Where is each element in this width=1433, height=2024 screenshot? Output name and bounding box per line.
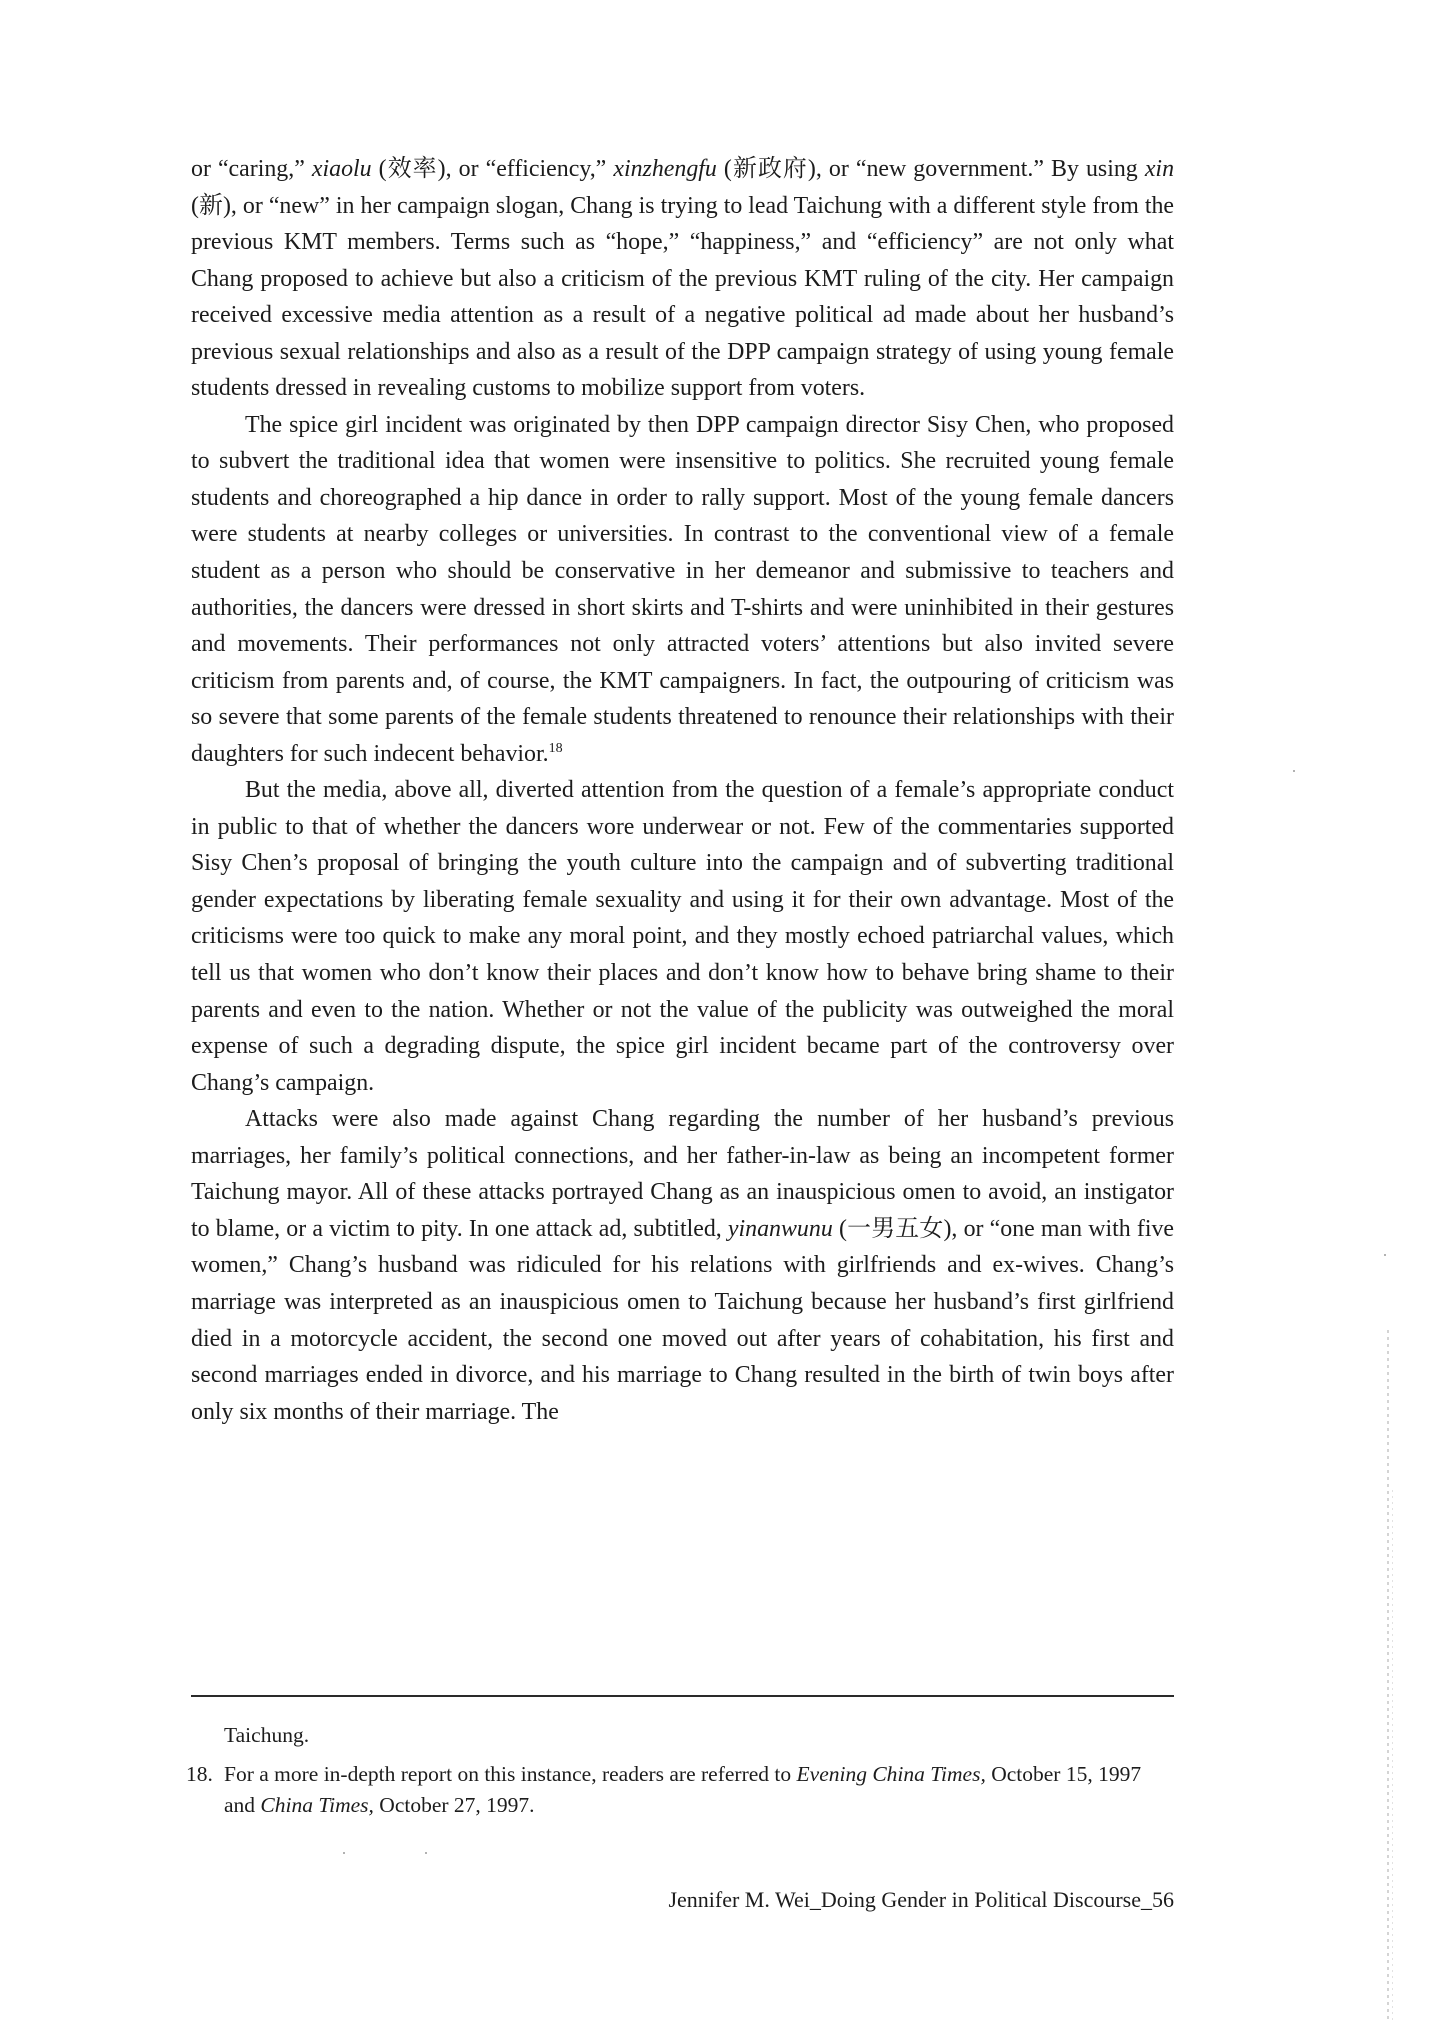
paragraph-1 [191,151,1174,407]
footnote-continuation: Taichung. [224,1723,310,1747]
italic-term-xiaolu: xiaolu [311,156,372,182]
text-span: (效率), or “efficiency,” [371,156,614,182]
footnote-separator [191,1695,1174,1697]
footnotes [186,1720,1176,1821]
footnote-18 [186,1759,1176,1821]
scan-speck [1293,770,1295,772]
scan-speck [343,1852,345,1854]
italic-term-xinzhengfu: xinzhengfu [613,156,717,182]
paragraph-2 [191,407,1174,772]
text-span: (一男五女), or “one man with five women,” Chang’s husband was ridiculed for his relations with girlfriends and ex-wives. Chang’s marriage was interpreted as an inauspicious omen to Taichung because her husband’s first girlfriend died in a motorcycle accident, the second one moved out after years of cohabitation, his first and second marriages ended in divorce, and his marriage to Chang resulted in the birth of twin boys after only six months of their marriage. The [191,1215,1175,1425]
text-span: Attacks were also made against Chang regarding the number of her husband’s previous marriages, her family’s political connections, and her father-in-law as being an incompetent former Taichung mayor. All of these attacks portrayed Chang as an inauspicious omen to avoid, an instigator to blame, or a victim to pity. In one attack ad, subtitled, [191,1106,1174,1242]
footnote-number: 18. [186,1762,213,1786]
text-span: (新), or “new” in her campaign slogan, Chang is trying to lead Taichung with a different style from the previous KMT members. Terms such as “hope,” “happiness,” and “efficiency” are not only what Chang proposed to achieve but also a criticism of the previous KMT ruling of the city. Her campaign received excessive media attention as a result of a negative political ad made about her husband’s previous sexual relationships and also as a result of the DPP campaign strategy of using young female students dressed in revealing customs to mobilize support from voters. [191,192,1174,402]
text-span: (新政府), or “new government.” By using [716,156,1145,182]
text-span: For a more in-depth report on this instance, readers are referred to [224,1762,797,1786]
italic-term-xin: xin [1144,156,1175,182]
italic-source: Evening China Times, [796,1762,986,1786]
text-span: The spice girl incident was originated by then DPP campaign director Sisy Chen, who proposed to subvert the traditional idea that women were insensitive to politics. She recruited young female students and choreographed a hip dance in order to rally support. Most of the young female dancers were students at nearby colleges or universities. In contrast to the conventional view of a female student as a person who should be conservative in her demeanor and submissive to teachers and authorities, the dancers were dressed in short skirts and T-shirts and were uninhibited in their gestures and movements. Their performances not only attracted voters’ attentions but also invited severe criticism from parents and, of course, the KMT campaigners. In fact, the outpouring of criticism was so severe that some parents of the female students threatened to renounce their relationships with their daughters for such indecent behavior. [191,411,1174,767]
paragraph-4 [191,1101,1174,1430]
scan-artifact [1392,1490,1393,2020]
italic-source: China Times, [260,1793,374,1817]
italic-term-yinanwunu: yinanwunu [727,1215,833,1242]
text-span: October 15, 1997 and [224,1762,1142,1817]
scan-artifact [1387,1330,1389,2020]
text-span: October 27, 1997. [373,1793,535,1817]
main-text [191,151,1174,1430]
text-span: or “caring,” [191,156,312,182]
paragraph-3: But the media, above all, diverted attention from the question of a female’s appropriate conduct in public to that of whether the dancers wore underwear or not. Few of the commentaries supported Sisy Chen’s proposal of bringing the youth culture into the campaign and of subverting traditional gender expectations by liberating female sexuality and using it for their own advantage. Most of the criticisms were too quick to make any moral point, and they mostly echoed patriarchal values, which tell us that women who don’t know their places and don’t know how to behave bring shame to their parents and even to the nation. Whether or not the value of the publicity was outweighed the moral expense of such a degrading dispute, the spice girl incident became part of the controversy over Chang’s campaign. [191,777,1174,1096]
scan-speck [1384,1254,1386,1256]
footnote-text [224,1759,1176,1821]
footnote-reference: 18 [548,740,563,756]
running-footer: Jennifer M. Wei_Doing Gender in Political Discourse_56 [668,1887,1174,1912]
scan-speck [425,1852,427,1854]
